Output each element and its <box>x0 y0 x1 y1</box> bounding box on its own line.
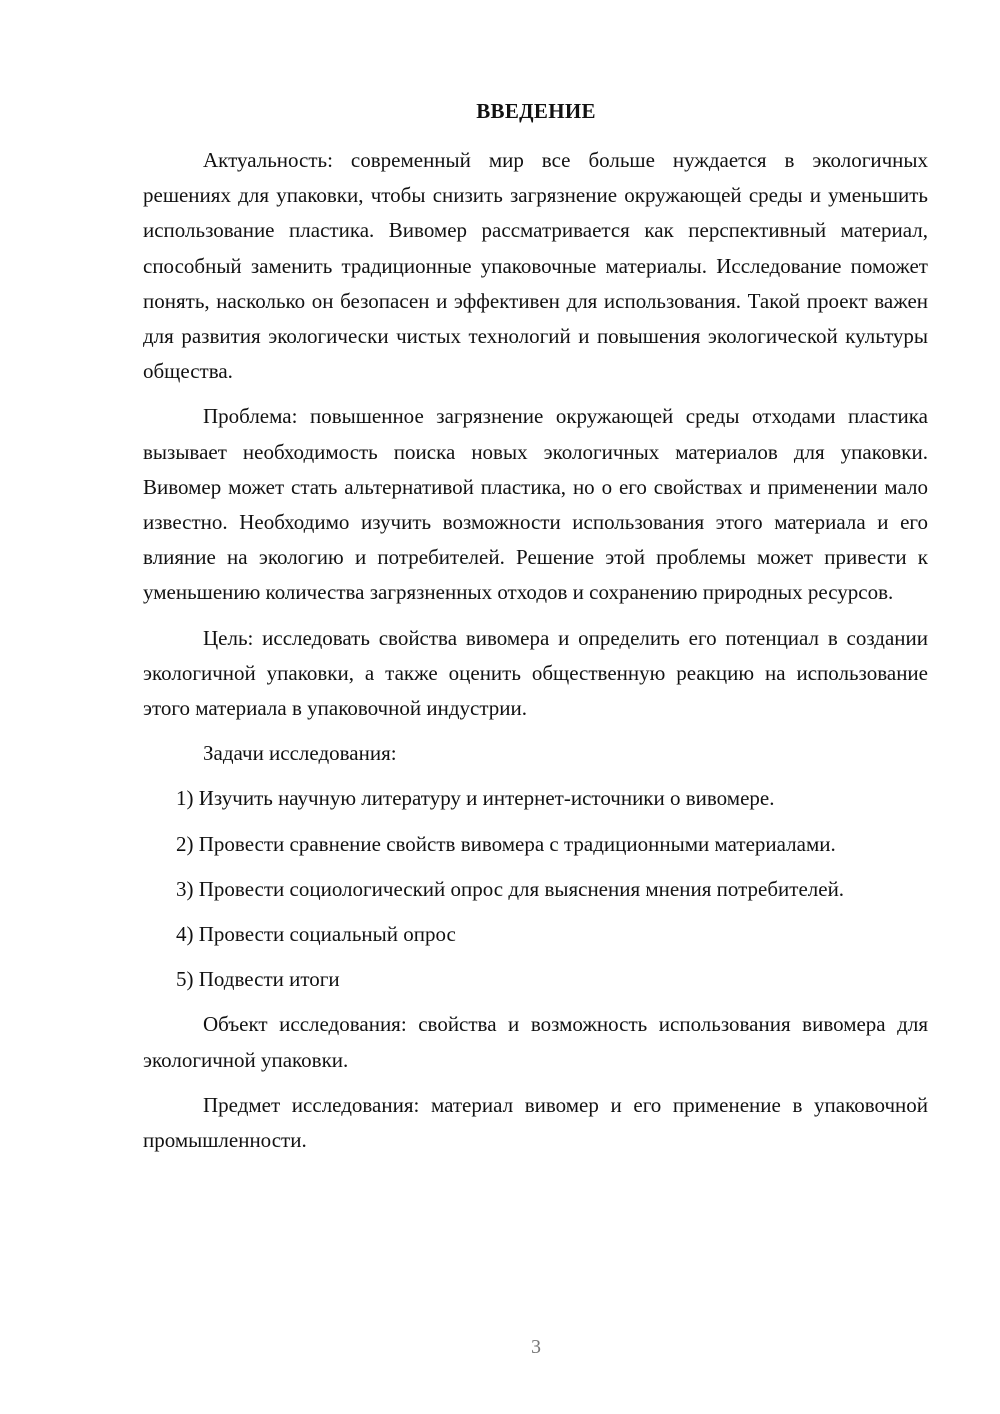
goal-paragraph: Цель: исследовать свойства вивомера и определить его потенциал в создании экологичной упаковки, а также оценить общественную реакцию на использование этого материала в упаковочной индустрии. <box>143 625 928 721</box>
task-item: 3) Провести социологический опрос для выяснения мнения потребителей. <box>176 876 845 901</box>
page-title: ВВЕДЕНИЕ <box>476 99 596 123</box>
task-item: 1) Изучить научную литературу и интернет-источники о вивомере. <box>176 786 775 811</box>
object-paragraph: Объект исследования: свойства и возможность использования вивомера для экологичной упаковки. <box>143 1012 928 1072</box>
body-text <box>143 143 928 1168</box>
task-item: 2) Провести сравнение свойств вивомера с традиционными материалами. <box>176 831 836 856</box>
task-item: 4) Провести социальный опрос <box>176 922 456 947</box>
page-number: 3 <box>531 1336 541 1358</box>
relevance-paragraph: Актуальность: современный мир все больше нуждается в экологичных решениях для упаковки, чтобы снизить загрязнение окружающей среды и уменьшить использование пластика. Вивомер рассматривается как перспективный материал, способный заменить традиционные упаковочные материалы. Исследование поможет понять, насколько он безопасен и эффективен для использования. Такой проект важен для развития экологически чистых технологий и повышения экологической культуры общества. <box>143 148 928 384</box>
subject-paragraph: Предмет исследования: материал вивомер и его применение в упаковочной промышленности. <box>143 1092 928 1153</box>
problem-paragraph: Проблема: повышенное загрязнение окружающей среды отходами пластика вызывает необходимость поиска новых экологичных материалов для упаковки. Вивомер может стать альтернативой пластика, но о его свойствах и применении мало известно. Необходимо изучить возможности использования этого материала и его влияние на экологию и потребителей. Решение этой проблемы может привести к уменьшению количества загрязненных отходов и сохранению природных ресурсов. <box>143 404 928 605</box>
tasks-heading: Задачи исследования: <box>203 741 397 766</box>
task-item: 5) Подвести итоги <box>176 967 340 992</box>
